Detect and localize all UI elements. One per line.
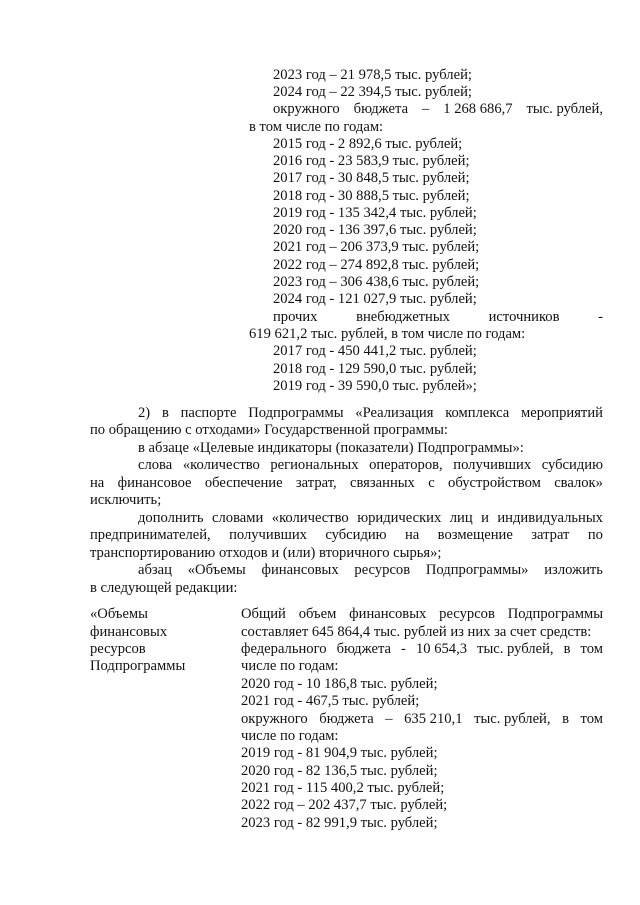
year-line: 2021 год - 115 400,2 тыс. рублей; — [241, 780, 445, 796]
word: Подпрограммы — [507, 606, 603, 622]
table-right-line: составляет 645 864,4 тыс. рублей из них за счет средств: — [241, 624, 592, 640]
table-right-line: числе по годам: — [241, 728, 339, 744]
word: и — [481, 510, 489, 526]
word: тыс. рублей, — [477, 641, 554, 657]
year-line: 2017 год - 450 441,2 тыс. рублей; — [273, 343, 477, 359]
word: с — [428, 475, 435, 491]
paragraph-line: по обращению с отходами» Государственной программы: — [90, 422, 448, 438]
paragraph-line-justified — [138, 405, 603, 422]
text-line-justified — [273, 309, 603, 326]
paragraph-line: в абзаце «Целевые индикаторы (показатели) Подпрограммы»: — [138, 440, 524, 456]
word: внебюджетных — [356, 309, 450, 325]
word: региональных — [270, 457, 359, 473]
text-line: 2024 год – 22 394,5 тыс. рублей; — [273, 84, 472, 100]
word: затрат, — [295, 475, 337, 491]
word: затрат — [531, 527, 570, 543]
text-line: 2023 год – 21 978,5 тыс. рублей; — [273, 67, 472, 83]
word: – — [385, 711, 393, 727]
word: обустройством — [448, 475, 541, 491]
word: предпринимателей, — [90, 527, 211, 543]
word: бюджета — [353, 101, 409, 117]
word: финансовых — [261, 562, 339, 578]
table-left-cell-line: Подпрограммы — [90, 658, 186, 674]
word: Подпрограммы — [248, 405, 344, 421]
word: 1 268 686,7 — [443, 101, 513, 117]
table-left-cell-line: ресурсов — [90, 641, 146, 657]
paragraph-line: в следующей редакции: — [90, 580, 238, 596]
year-line: 2017 год - 30 848,5 тыс. рублей; — [273, 170, 470, 186]
word: тыс. рублей, — [526, 101, 603, 117]
table-left-cell-line: финансовых — [90, 624, 168, 640]
word: комплекса — [445, 405, 510, 421]
word: – — [422, 101, 430, 117]
word: прочих — [273, 309, 318, 325]
word: получивших — [453, 457, 532, 473]
word: Общий — [241, 606, 286, 622]
word: «Объемы — [187, 562, 246, 578]
word: изложить — [544, 562, 603, 578]
table-right-line-justified — [241, 711, 603, 728]
paragraph-line: исключить; — [90, 492, 162, 508]
year-line: 2022 год – 202 437,7 тыс. рублей; — [241, 797, 448, 813]
word: абзац — [138, 562, 172, 578]
table-left-cell-line: «Объемы — [90, 606, 148, 622]
table-right-line: числе по годам: — [241, 658, 339, 674]
text-line: 619 621,2 тыс. рублей, в том числе по годам: — [249, 326, 526, 342]
word: окружного — [273, 101, 340, 117]
text-line: в том числе по годам: — [249, 119, 384, 135]
word: финансовых — [349, 606, 427, 622]
word: субсидию — [541, 457, 603, 473]
year-line: 2015 год - 2 892,6 тыс. рублей; — [273, 136, 463, 152]
paragraph-line-justified — [138, 510, 603, 527]
word: 10 654,3 — [415, 641, 468, 657]
word: ресурсов — [354, 562, 411, 578]
word: окружного — [241, 711, 308, 727]
year-line: 2021 год – 206 373,9 тыс. рублей; — [273, 239, 480, 255]
word: лиц — [449, 510, 473, 526]
paragraph-line: транспортированию отходов и (или) вторичного сырья»; — [90, 545, 442, 561]
word: «количество — [182, 457, 260, 473]
year-line: 2019 год - 81 904,9 тыс. рублей; — [241, 745, 438, 761]
word: 635 210,1 — [404, 711, 463, 727]
table-right-line-justified — [241, 606, 603, 623]
word: обеспечение — [204, 475, 283, 491]
word: возмещение — [437, 527, 513, 543]
word: по — [587, 527, 603, 543]
word: бюджета — [336, 641, 391, 657]
year-line: 2019 год - 135 342,4 тыс. рублей; — [273, 205, 477, 221]
word: связанных — [350, 475, 415, 491]
word: субсидию — [325, 527, 387, 543]
year-line: 2018 год - 30 888,5 тыс. рублей; — [273, 188, 470, 204]
word: федерального — [241, 641, 327, 657]
table-right-line-justified — [241, 641, 603, 658]
word: дополнить — [138, 510, 204, 526]
word: тыс. рублей, — [474, 711, 551, 727]
year-line: 2016 год - 23 583,9 тыс. рублей; — [273, 153, 470, 169]
year-line: 2019 год - 39 590,0 тыс. рублей»; — [273, 378, 477, 394]
year-line: 2020 год - 10 186,8 тыс. рублей; — [241, 676, 438, 692]
text-line-justified — [273, 101, 603, 118]
word: в — [161, 405, 169, 421]
year-line: 2022 год – 274 892,8 тыс. рублей; — [273, 257, 480, 273]
word: на — [90, 475, 105, 491]
word: «количество — [271, 510, 349, 526]
word: в — [562, 711, 569, 727]
word: источников — [488, 309, 560, 325]
word: индивидуальных — [497, 510, 603, 526]
word: операторов, — [369, 457, 443, 473]
word: - — [598, 309, 603, 325]
word: - — [401, 641, 406, 657]
word: финансовое — [117, 475, 192, 491]
word: на — [404, 527, 420, 543]
word: том — [580, 711, 603, 727]
word: Подпрограммы» — [425, 562, 529, 578]
word: получивших — [229, 527, 307, 543]
word: бюджета — [319, 711, 374, 727]
word: том — [580, 641, 603, 657]
paragraph-line-justified — [138, 457, 603, 474]
paragraph-line-justified — [90, 527, 603, 544]
word: словами — [212, 510, 264, 526]
year-line: 2024 год - 121 027,9 тыс. рублей; — [273, 291, 477, 307]
year-line: 2018 год - 129 590,0 тыс. рублей; — [273, 361, 477, 377]
word: 2) — [138, 405, 151, 421]
word: паспорте — [180, 405, 237, 421]
word: объем — [298, 606, 337, 622]
word: мероприятий — [521, 405, 603, 421]
word: ресурсов — [439, 606, 495, 622]
paragraph-line-justified — [90, 475, 603, 492]
year-line: 2020 год - 82 136,5 тыс. рублей; — [241, 763, 438, 779]
year-line: 2020 год - 136 397,6 тыс. рублей; — [273, 222, 477, 238]
word: «Реализация — [355, 405, 434, 421]
word: в — [563, 641, 571, 657]
paragraph-line-justified — [138, 562, 603, 579]
word: свалок» — [554, 475, 603, 491]
year-line: 2023 год - 82 991,9 тыс. рублей; — [241, 815, 438, 831]
year-line: 2023 год – 306 438,6 тыс. рублей; — [273, 274, 480, 290]
word: слова — [138, 457, 173, 473]
word: юридических — [357, 510, 442, 526]
year-line: 2021 год - 467,5 тыс. рублей; — [241, 693, 420, 709]
